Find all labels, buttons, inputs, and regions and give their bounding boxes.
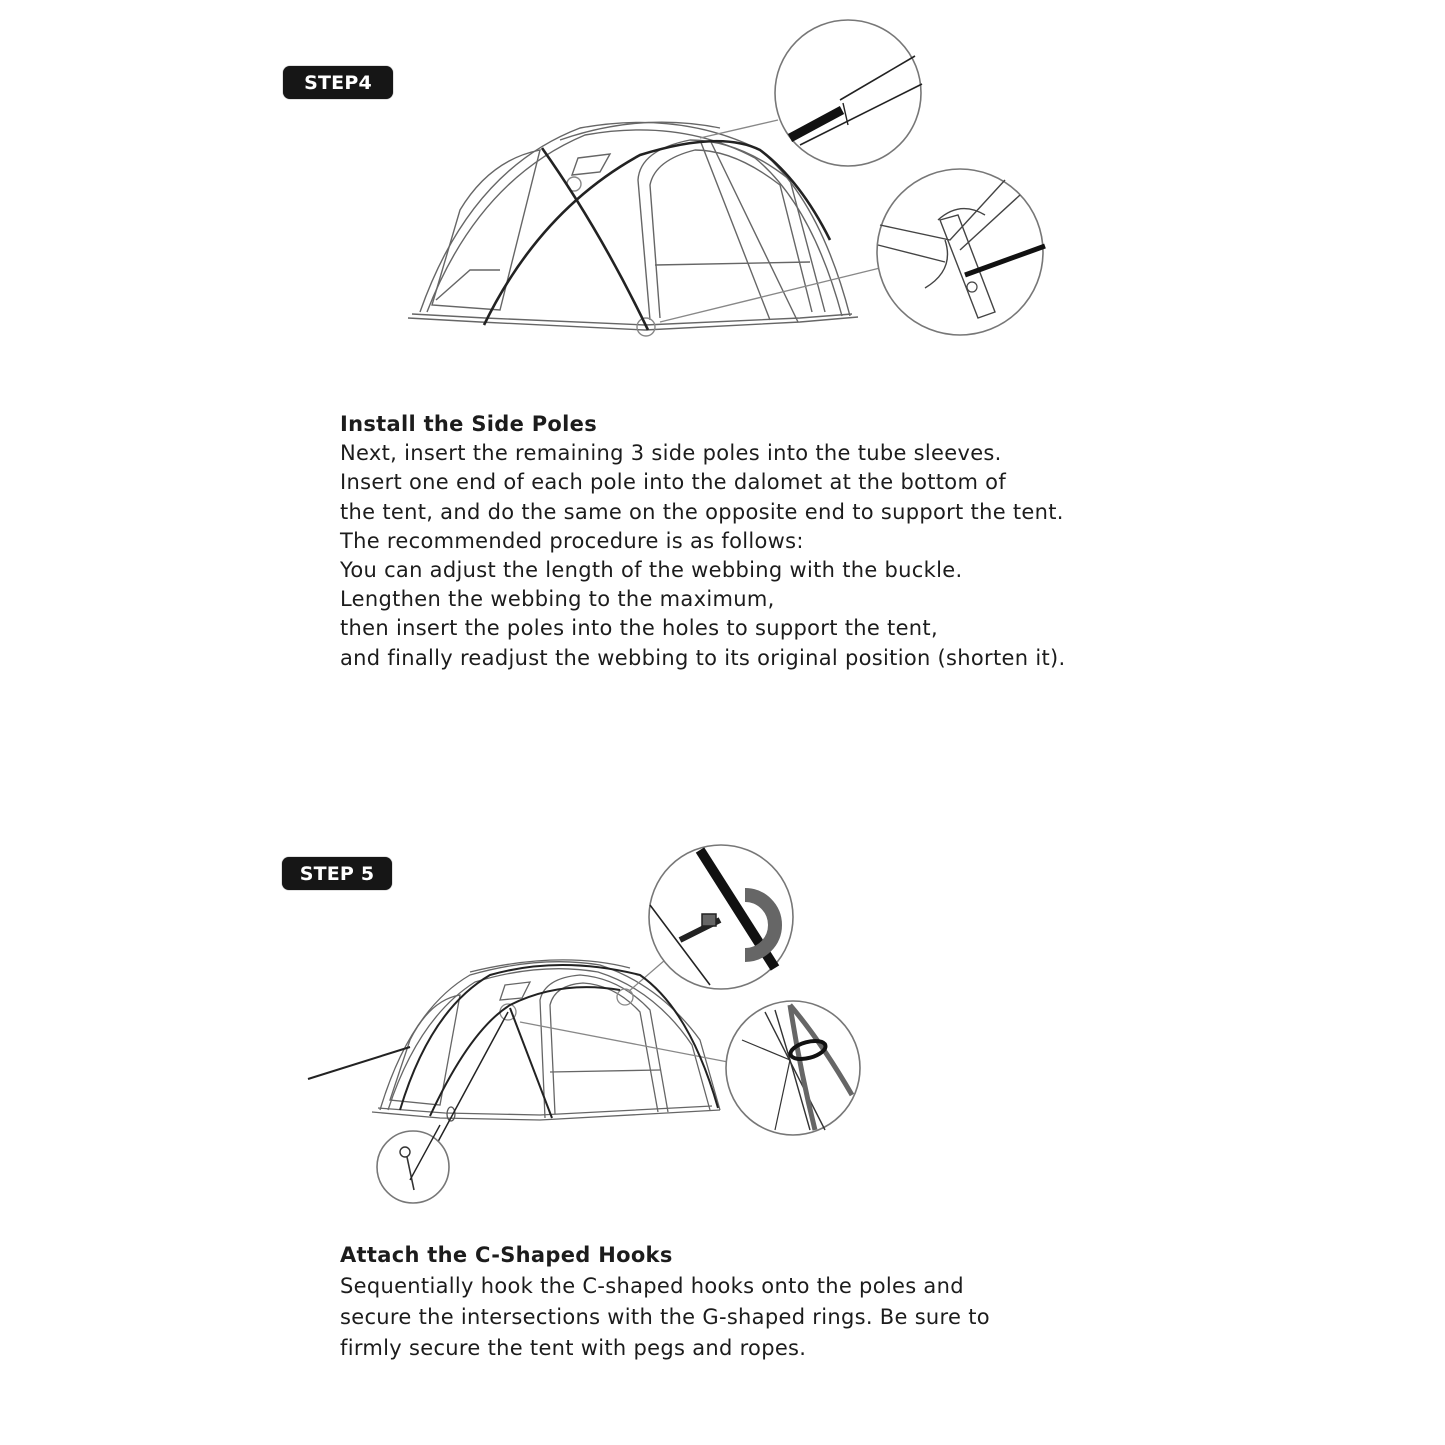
g-ring-detail (726, 1001, 860, 1135)
step4-line: You can adjust the length of the webbing with the buckle. (340, 558, 963, 583)
step5-instructions (340, 1240, 990, 1364)
step4-line: Lengthen the webbing to the maximum, (340, 587, 775, 612)
step5-line: Sequentially hook the C-shaped hooks onto the poles and (340, 1274, 964, 1298)
tent-side-poles-drawing (400, 15, 1060, 350)
c-hook-detail (649, 845, 793, 989)
step4-line: The recommended procedure is as follows: (340, 528, 804, 553)
step4-badge (283, 66, 393, 99)
peg-detail (377, 1125, 449, 1203)
step4-illustration (400, 15, 1060, 350)
tent-c-hooks-drawing (300, 840, 870, 1210)
pole-sleeve-detail (775, 20, 922, 166)
step5-title: Attach the C-Shaped Hooks (340, 1243, 673, 1267)
step4-line: and finally readjust the webbing to its original position (shorten it). (340, 645, 1066, 670)
step4-line: Insert one end of each pole into the dalomet at the bottom of (340, 470, 1007, 495)
step4-instructions (340, 410, 1065, 673)
step5-badge-label: STEP 5 (299, 862, 375, 885)
step4-badge-label: STEP4 (304, 71, 372, 94)
step4-line: then insert the poles into the holes to support the tent, (340, 616, 938, 641)
webbing-buckle-detail (877, 169, 1045, 335)
step5-line: firmly secure the tent with pegs and ropes. (340, 1336, 807, 1360)
step5-line: secure the intersections with the G-shaped rings. Be sure to (340, 1305, 990, 1329)
step5-illustration (300, 840, 870, 1210)
step4-line: the tent, and do the same on the opposite end to support the tent. (340, 499, 1064, 524)
step4-title: Install the Side Poles (340, 412, 597, 436)
step4-line: Next, insert the remaining 3 side poles into the tube sleeves. (340, 441, 1002, 466)
